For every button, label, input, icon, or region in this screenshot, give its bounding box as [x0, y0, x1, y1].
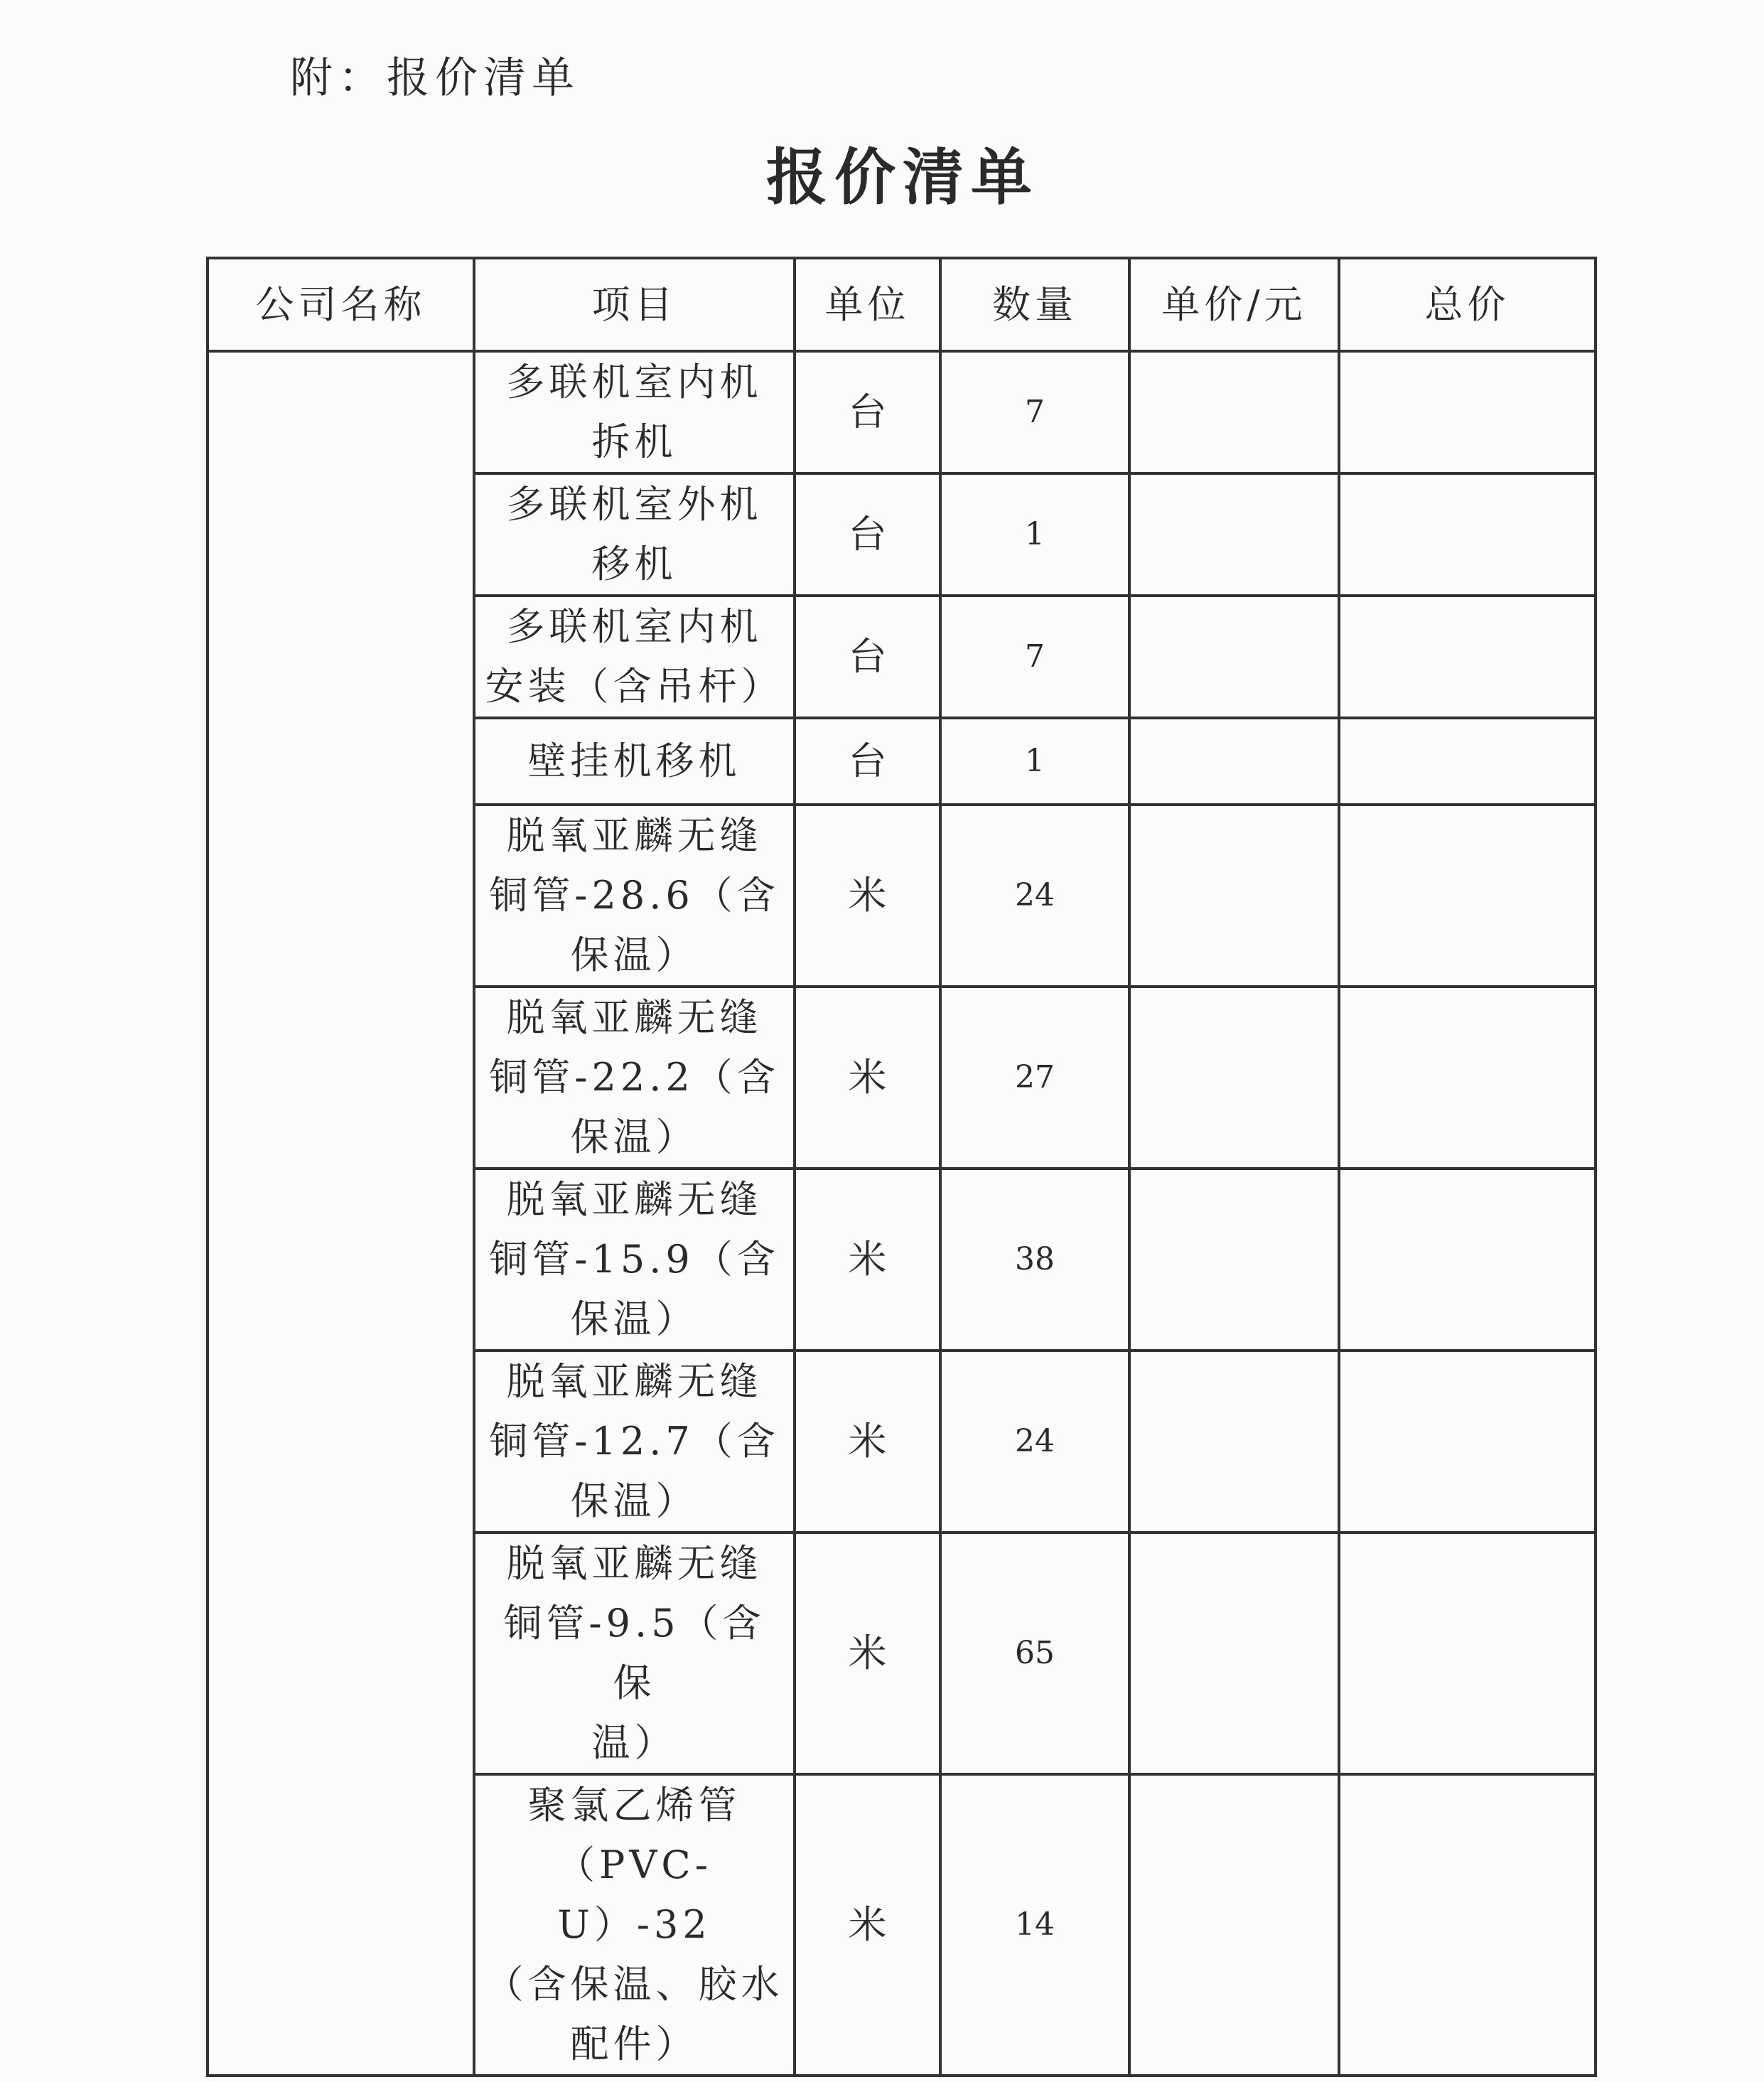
item-cell: 多联机室内机 安装（含吊杆） — [474, 596, 795, 718]
unit-cell: 台 — [795, 351, 940, 473]
total-cell[interactable] — [1339, 596, 1596, 718]
header-company: 公司名称 — [208, 258, 474, 351]
item-cell: 壁挂机移机 — [474, 718, 795, 805]
item-cell: 聚氯乙烯管 （PVC-U）-32 （含保温、胶水 配件） — [474, 1774, 795, 2076]
document-title: 报价清单 — [766, 141, 1039, 213]
quote-table — [206, 257, 1597, 2077]
total-cell[interactable] — [1339, 473, 1596, 596]
unit-price-cell[interactable] — [1129, 805, 1339, 987]
unit-cell: 米 — [795, 1169, 940, 1351]
header-unit-price: 单价/元 — [1129, 258, 1339, 351]
item-cell: 脱氧亚麟无缝 铜管-9.5（含保 温） — [474, 1533, 795, 1774]
qty-cell: 27 — [940, 987, 1129, 1169]
qty-cell: 7 — [940, 351, 1129, 473]
qty-cell: 1 — [940, 473, 1129, 596]
qty-cell: 24 — [940, 805, 1129, 987]
item-cell: 脱氧亚麟无缝 铜管-28.6（含 保温） — [474, 805, 795, 987]
item-cell: 脱氧亚麟无缝 铜管-22.2（含 保温） — [474, 987, 795, 1169]
header-total: 总价 — [1339, 258, 1596, 351]
qty-cell: 24 — [940, 1351, 1129, 1533]
unit-cell: 台 — [795, 596, 940, 718]
item-cell: 多联机室内机 拆机 — [474, 351, 795, 473]
unit-price-cell[interactable] — [1129, 1169, 1339, 1351]
unit-cell: 米 — [795, 1351, 940, 1533]
unit-price-cell[interactable] — [1129, 473, 1339, 596]
unit-cell: 米 — [795, 1774, 940, 2076]
item-cell: 脱氧亚麟无缝 铜管-12.7（含 保温） — [474, 1351, 795, 1533]
qty-cell: 65 — [940, 1533, 1129, 1774]
total-cell[interactable] — [1339, 1169, 1596, 1351]
unit-price-cell[interactable] — [1129, 1774, 1339, 2076]
unit-price-cell[interactable] — [1129, 1533, 1339, 1774]
header-qty: 数量 — [940, 258, 1129, 351]
total-cell[interactable] — [1339, 1774, 1596, 2076]
item-cell: 多联机室外机 移机 — [474, 473, 795, 596]
total-cell[interactable] — [1339, 718, 1596, 805]
qty-cell: 38 — [940, 1169, 1129, 1351]
company-name-cell[interactable] — [208, 351, 474, 2076]
total-cell[interactable] — [1339, 1533, 1596, 1774]
header-row — [208, 258, 1596, 351]
qty-cell: 14 — [940, 1774, 1129, 2076]
qty-cell: 1 — [940, 718, 1129, 805]
unit-cell: 台 — [795, 718, 940, 805]
unit-price-cell[interactable] — [1129, 718, 1339, 805]
unit-price-cell[interactable] — [1129, 351, 1339, 473]
unit-price-cell[interactable] — [1129, 987, 1339, 1169]
total-cell[interactable] — [1339, 1351, 1596, 1533]
attachment-label: 附：报价清单 — [290, 53, 580, 103]
qty-cell: 7 — [940, 596, 1129, 718]
unit-cell: 米 — [795, 805, 940, 987]
item-cell: 脱氧亚麟无缝 铜管-15.9（含 保温） — [474, 1169, 795, 1351]
header-unit: 单位 — [795, 258, 940, 351]
unit-cell: 米 — [795, 1533, 940, 1774]
unit-price-cell[interactable] — [1129, 1351, 1339, 1533]
unit-cell: 米 — [795, 987, 940, 1169]
header-item: 项目 — [474, 258, 795, 351]
unit-cell: 台 — [795, 473, 940, 596]
unit-price-cell[interactable] — [1129, 596, 1339, 718]
total-cell[interactable] — [1339, 987, 1596, 1169]
table-row — [208, 351, 1596, 473]
total-cell[interactable] — [1339, 805, 1596, 987]
total-cell[interactable] — [1339, 351, 1596, 473]
